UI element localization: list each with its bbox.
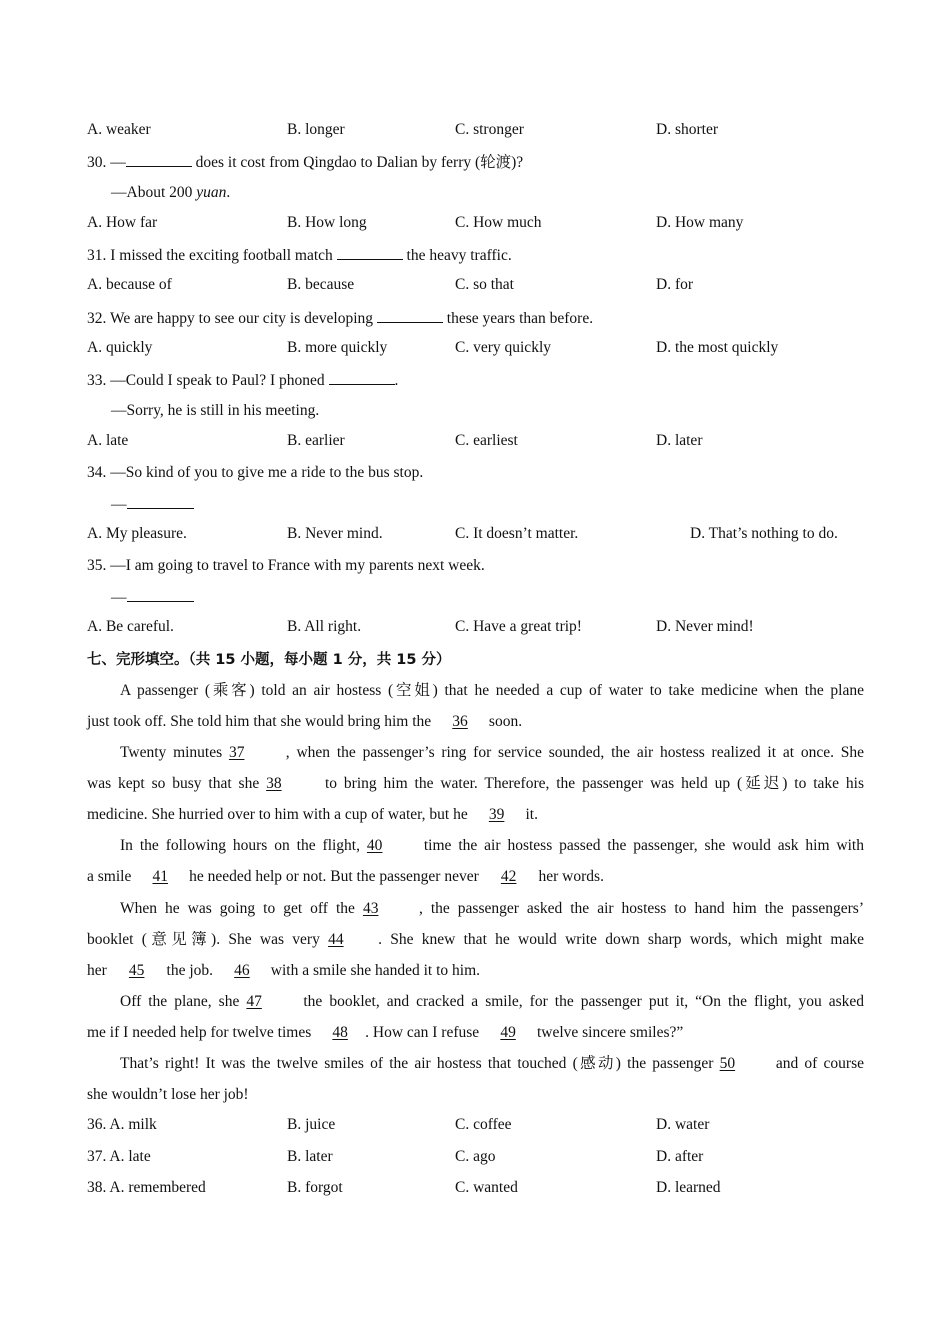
option-d: D. the most quickly: [656, 339, 779, 356]
option-a: A. My pleasure.: [87, 525, 187, 542]
option-c: C. ago: [455, 1148, 496, 1165]
option-b: B. because: [287, 276, 355, 293]
blank-47: 47: [246, 993, 262, 1010]
emphasis: yuan: [196, 184, 227, 201]
option-c: C. so that: [455, 276, 514, 293]
question-32: 32. We are happy to see our city is developing these years than before.: [87, 310, 594, 327]
option-c: C. Have a great trip!: [455, 618, 582, 635]
option-a: A. Be careful.: [87, 618, 174, 635]
option-d: D. later: [656, 432, 703, 449]
passage-line: was kept so busy that she 38 to bring him the water. Therefore, the passenger was held up (延迟) to take his: [87, 775, 865, 792]
answer-blank: [127, 587, 194, 602]
blank-40: 40: [366, 837, 383, 854]
answer-blank: [337, 245, 403, 260]
passage-line: Twenty minutes 37 , when the passenger’s ring for service sounded, the air hostess realized it at once. She: [120, 744, 865, 761]
question-35: 35. —I am going to travel to France with my parents next week.: [87, 557, 485, 574]
passage-line: her 45 the job. 46 with a smile she handed it to him.: [87, 962, 481, 979]
option-b: B. juice: [287, 1116, 336, 1133]
question-35-reply: —: [111, 587, 194, 608]
option-c: C. How much: [455, 214, 542, 231]
question-34-reply: —: [111, 494, 194, 515]
option-b: B. longer: [287, 121, 345, 138]
option-a: A. because of: [87, 276, 172, 293]
blank-48: 48: [332, 1024, 348, 1041]
option-d: D. for: [656, 276, 694, 293]
question-31: 31. I missed the exciting football match the heavy traffic.: [87, 247, 512, 264]
option-b: B. more quickly: [287, 339, 388, 356]
blank-42: 42: [500, 868, 517, 885]
option-a: A. weaker: [87, 121, 151, 138]
passage-line: A passenger (乘客) told an air hostess (空姐) that he needed a cup of water to take medicine when the plane: [120, 682, 864, 699]
question-34: 34. —So kind of you to give me a ride to the bus stop.: [87, 464, 424, 481]
option-d: D. Never mind!: [656, 618, 754, 635]
blank-49: 49: [500, 1024, 516, 1041]
option-d: D. shorter: [656, 121, 718, 138]
section-heading: 七、完形填空。（共 15 小题，每小题 1 分，共 15 分）: [87, 652, 451, 668]
blank-50: 50: [719, 1055, 736, 1072]
option-d: D. How many: [656, 214, 744, 231]
option-c: C. coffee: [455, 1116, 512, 1133]
passage-line: In the following hours on the flight, 40 time the air hostess passed the passenger, she would ask him with: [120, 837, 864, 854]
option-b: B. earlier: [287, 432, 345, 449]
question-30-reply: —About 200 yuan.: [111, 184, 231, 201]
blank-44: 44: [328, 931, 344, 948]
option-c: C. very quickly: [455, 339, 551, 356]
option-d: D. water: [656, 1116, 710, 1133]
option-a: 36. A. milk: [87, 1116, 157, 1133]
passage-line: That’s right! It was the twelve smiles of the air hostess that touched (感动) the passenger 50 and of course: [120, 1055, 864, 1072]
option-a: A. How far: [87, 214, 158, 231]
option-b: B. forgot: [287, 1179, 343, 1196]
answer-blank: [377, 308, 443, 323]
blank-36: 36: [452, 713, 468, 730]
passage-line: me if I needed help for twelve times 48 . How can I refuse 49 twelve sincere smiles?”: [87, 1024, 684, 1041]
passage-line: just took off. She told him that she would bring him the 36 soon.: [87, 713, 523, 730]
option-d: D. after: [656, 1148, 704, 1165]
question-33-reply: —Sorry, he is still in his meeting.: [111, 402, 320, 419]
option-d: D. learned: [656, 1179, 721, 1196]
option-a: A. late: [87, 432, 129, 449]
question-33: 33. —Could I speak to Paul? I phoned .: [87, 372, 399, 389]
blank-38: 38: [266, 775, 282, 792]
passage-line: When he was going to get off the 43 , the passenger asked the air hostess to hand him the passengers’: [120, 900, 864, 917]
option-a: 37. A. late: [87, 1148, 151, 1165]
passage-line: Off the plane, she 47 the booklet, and cracked a smile, for the passenger put it, “On the flight, you asked: [120, 993, 865, 1010]
answer-blank: [329, 370, 395, 385]
blank-39: 39: [488, 806, 505, 823]
option-b: B. later: [287, 1148, 333, 1165]
answer-blank: [127, 494, 194, 509]
answer-blank: [126, 152, 192, 167]
passage-line: a smile 41 he needed help or not. But the passenger never 42 her words.: [87, 868, 604, 885]
option-b: B. All right.: [287, 618, 362, 635]
option-b: B. Never mind.: [287, 525, 383, 542]
blank-41: 41: [152, 868, 168, 885]
question-30: [87, 152, 523, 173]
option-c: C. wanted: [455, 1179, 518, 1196]
question-number: 30. —: [87, 154, 126, 171]
option-d: D. That’s nothing to do.: [690, 525, 838, 542]
passage-line: she wouldn’t lose her job!: [87, 1086, 249, 1103]
option-c: C. It doesn’t matter.: [455, 525, 579, 542]
option-b: B. How long: [287, 214, 367, 231]
blank-45: 45: [128, 962, 145, 979]
option-c: C. earliest: [455, 432, 518, 449]
blank-37: 37: [228, 744, 245, 761]
passage-line: booklet (意见簿). She was very 44 . She knew that he would write down sharp words, which might make: [87, 931, 864, 948]
question-text: does it cost from Qingdao to Dalian by ferry (轮渡)?: [191, 154, 524, 171]
blank-43: 43: [362, 900, 379, 917]
option-a: A. quickly: [87, 339, 153, 356]
passage-line: medicine. She hurried over to him with a cup of water, but he 39 it.: [87, 806, 538, 823]
option-c: C. stronger: [455, 121, 524, 138]
option-a: 38. A. remembered: [87, 1179, 206, 1196]
blank-46: 46: [234, 962, 250, 979]
